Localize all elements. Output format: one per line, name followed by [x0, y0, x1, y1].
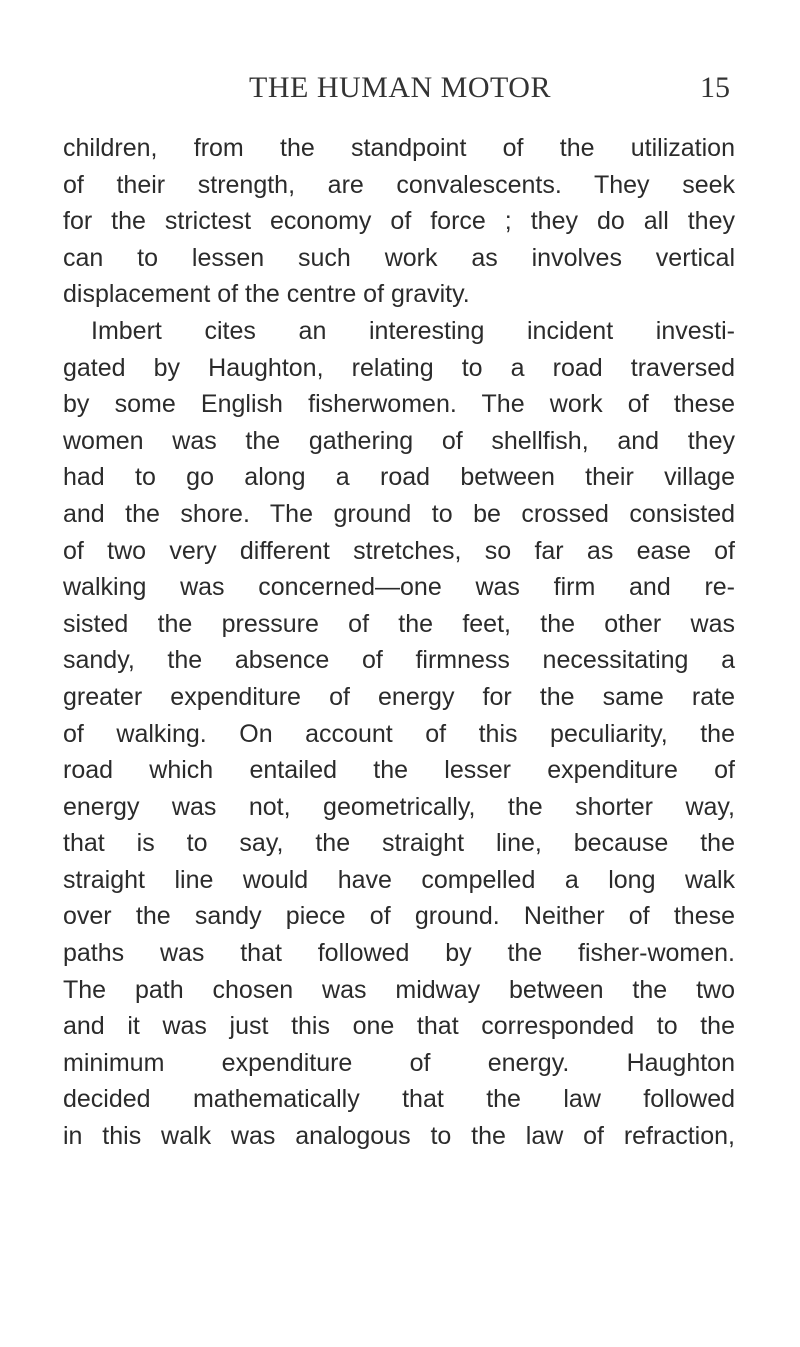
text-line: for the strictest economy of force ; they do all they: [63, 207, 735, 236]
text-line: paths was that followed by the fisher-women.: [63, 939, 735, 968]
text-line: straight line would have compelled a long walk: [63, 865, 735, 894]
text-line: that is to say, the straight line, because the: [63, 829, 735, 858]
text-line: in this walk was analogous to the law of refraction,: [63, 1122, 735, 1151]
text-line: walking was concerned—one was firm and re-: [63, 573, 735, 602]
text-line: displacement of the centre of gravity.: [63, 280, 470, 309]
text-line: minimum expenditure of energy. Haughton: [63, 1048, 735, 1077]
text-line: greater expenditure of energy for the same rate: [63, 682, 735, 711]
running-title: THE HUMAN MOTOR: [249, 71, 551, 104]
text-line: sandy, the absence of firmness necessitating a: [63, 646, 735, 675]
text-line: sisted the pressure of the feet, the other was: [63, 609, 735, 638]
text-line: energy was not, geometrically, the shorter way,: [63, 792, 735, 821]
text-line: can to lessen such work as involves vertical: [63, 243, 735, 272]
text-line: over the sandy piece of ground. Neither of these: [63, 902, 735, 931]
text-line: by some English fisherwomen. The work of these: [63, 390, 735, 419]
text-line: The path chosen was midway between the two: [63, 975, 735, 1004]
running-head: [64, 66, 736, 110]
text-line: Imbert cites an interesting incident investi-: [91, 316, 735, 345]
text-line: of their strength, are convalescents. They seek: [63, 170, 735, 199]
text-line: road which entailed the lesser expenditure of: [63, 756, 735, 785]
text-line: of walking. On account of this peculiarity, the: [63, 719, 735, 748]
body-text: [63, 130, 735, 1155]
text-line: decided mathematically that the law followed: [63, 1085, 735, 1114]
text-line: gated by Haughton, relating to a road traversed: [63, 353, 735, 382]
text-line: had to go along a road between their village: [63, 463, 735, 492]
page-number: 15: [700, 71, 730, 104]
text-line: of two very different stretches, so far as ease of: [63, 536, 735, 565]
text-line: women was the gathering of shellfish, and they: [63, 426, 735, 455]
text-line: and it was just this one that corresponded to the: [63, 1012, 735, 1041]
text-line: children, from the standpoint of the utilization: [63, 134, 735, 162]
text-line: and the shore. The ground to be crossed consisted: [63, 499, 735, 528]
